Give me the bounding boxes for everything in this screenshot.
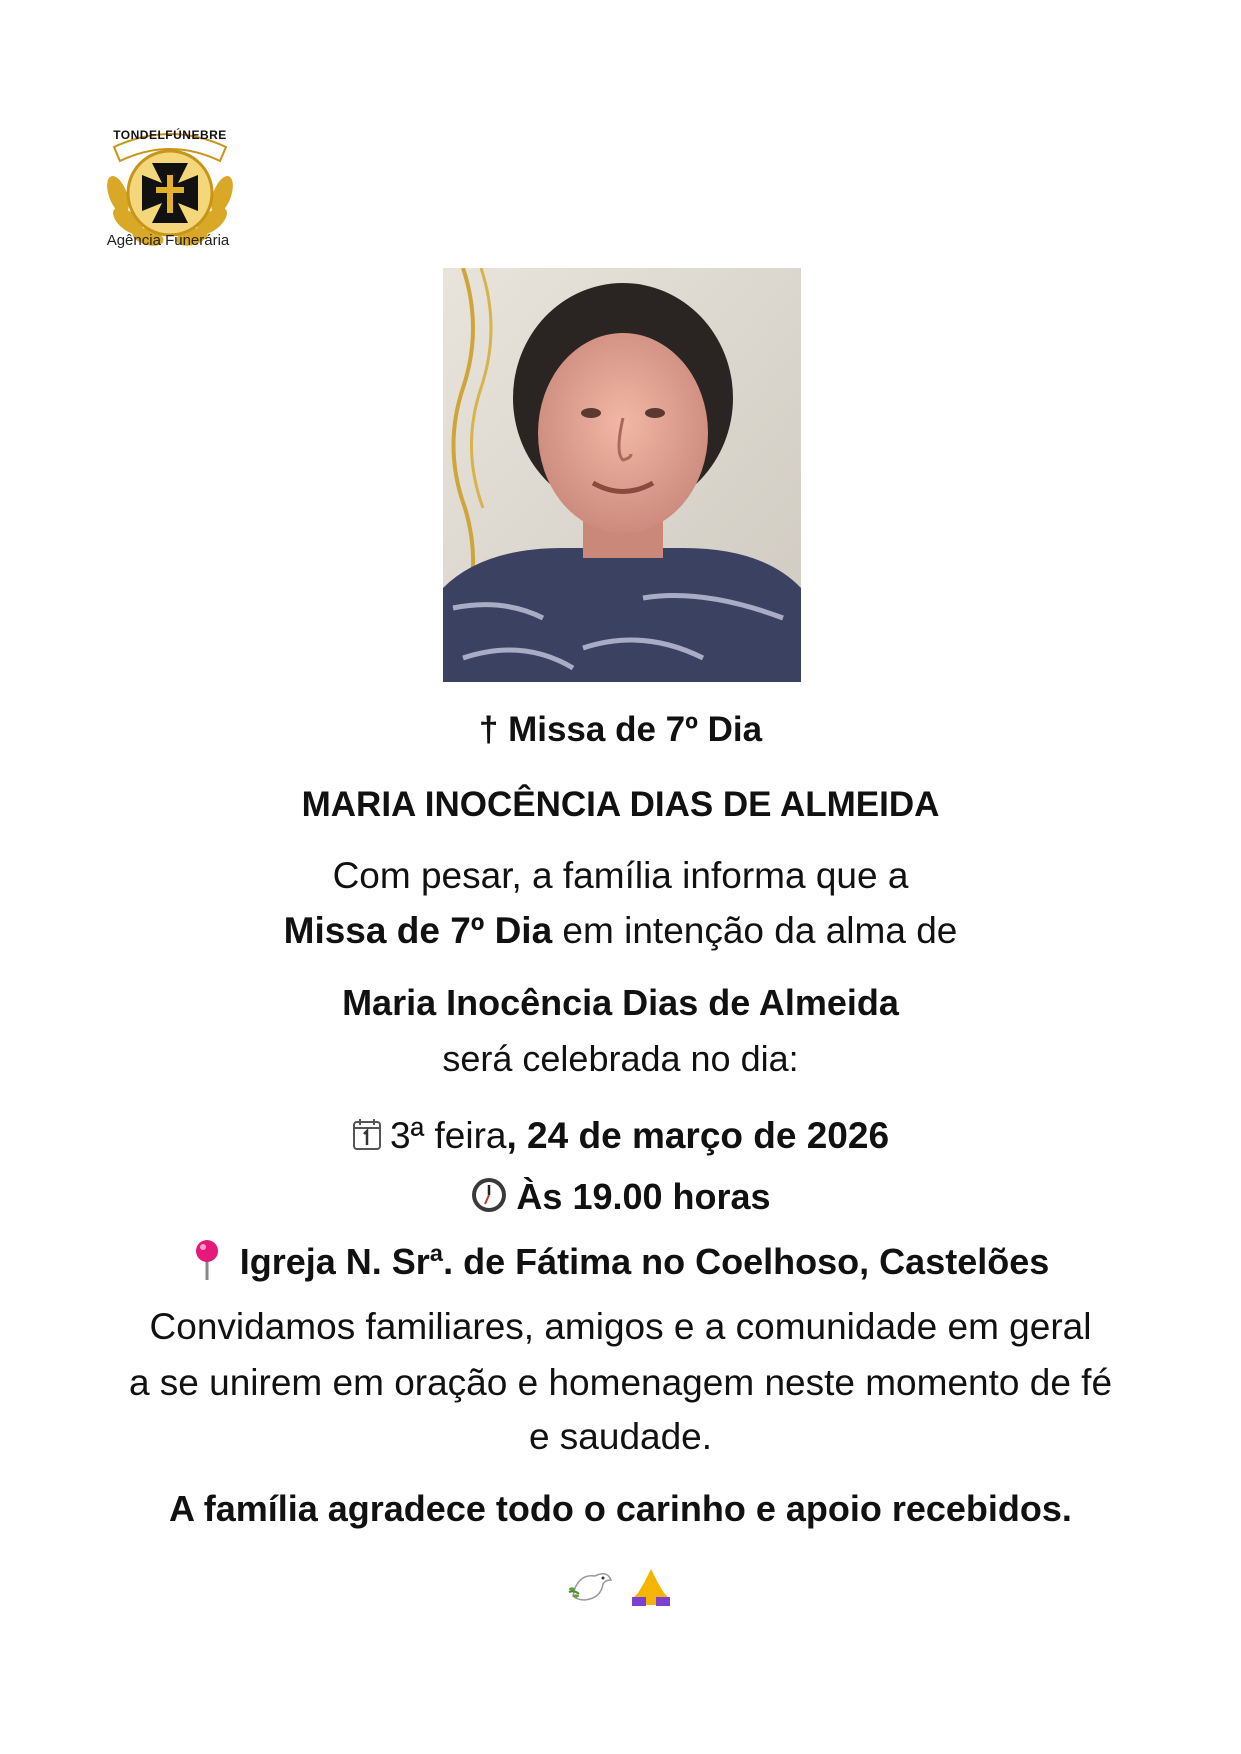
intro-line-2-rest: em intenção da alma de	[552, 910, 958, 951]
date-weekday: 3ª feira	[389, 1115, 507, 1156]
logo-caption: Agência Funerária	[106, 232, 230, 249]
emoji-row	[0, 1565, 1241, 1607]
time-text: Às 19.00 horas	[516, 1176, 771, 1218]
deceased-name: Maria Inocência Dias de Almeida	[342, 982, 899, 1023]
intro-missa-bold: Missa de 7º Dia	[283, 910, 553, 951]
logo-arc-text: TONDELFÚNEBRE	[113, 128, 227, 142]
invite-line-3: e saudade.	[528, 1416, 713, 1457]
thanks-text: A família agradece todo o carinho e apoio recebidos.	[169, 1488, 1072, 1529]
location-line	[0, 1238, 1241, 1291]
dove-icon	[567, 1566, 613, 1606]
heading-missa: † Missa de 7º Dia	[478, 710, 763, 749]
date-text: , 24 de março de 2026	[506, 1115, 890, 1156]
date-line	[0, 1115, 1241, 1160]
clock-icon	[470, 1176, 508, 1223]
celebrated-text: será celebrada no dia:	[442, 1038, 799, 1079]
intro-line-2	[0, 910, 1241, 952]
deceased-name-upper: MARIA INOCÊNCIA DIAS DE ALMEIDA	[301, 785, 940, 824]
time-line	[0, 1176, 1241, 1223]
pushpin-icon	[192, 1238, 222, 1291]
praying-hands-icon	[628, 1565, 674, 1607]
invite-line-1: Convidamos familiares, amigos e a comunidade em geral	[149, 1306, 1092, 1347]
portrait-photo	[443, 268, 801, 682]
location-text: Igreja N. Srª. de Fátima no Coelhoso, Castelões	[239, 1241, 1050, 1283]
invite-line-2: a se unirem em oração e homenagem neste momento de fé	[128, 1362, 1113, 1403]
intro-line-1: Com pesar, a família informa que a	[332, 855, 909, 896]
calendar-icon	[352, 1117, 382, 1160]
